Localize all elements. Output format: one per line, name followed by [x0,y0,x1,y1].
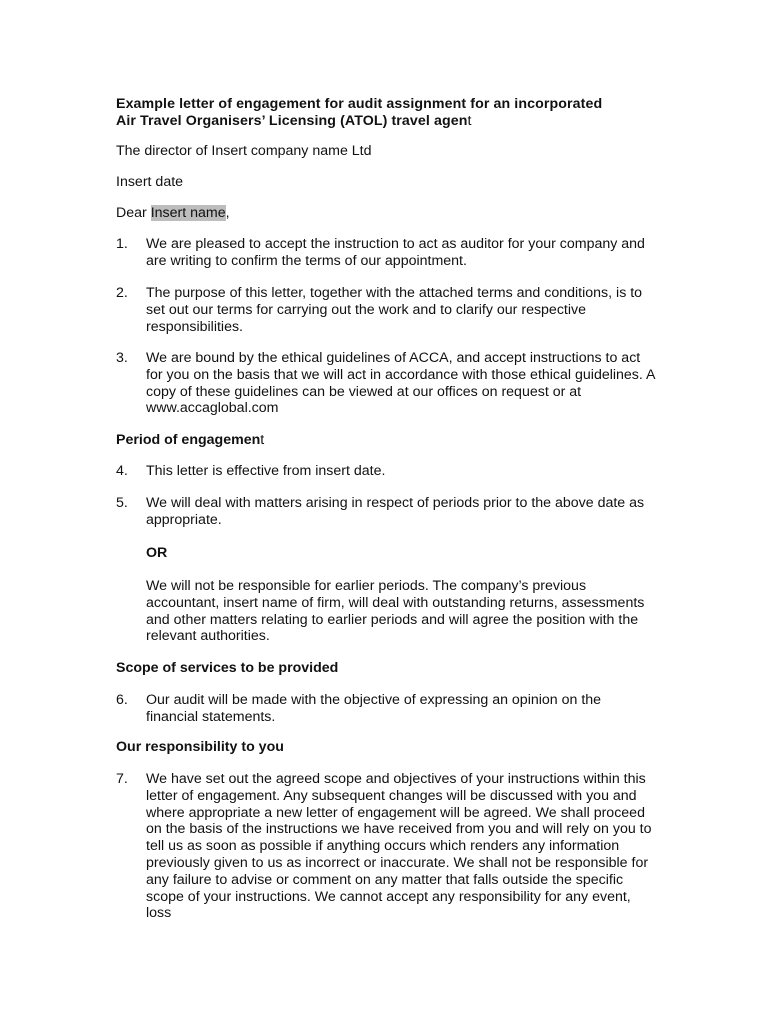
paragraph-number: 7. [116,771,128,787]
paragraph-text: We have set out the agreed scope and objectives of your instructions within this letter of engagement. Any subsequent changes will be discussed with you and where appropriate a new letter of engagement will be agreed. We shall proceed on the basis of the instructions we have received from you and will rely on you to tell us as soon as possible if anything occurs which renders any information previously given to us as incorrect or inaccurate. We shall not be responsible for any failure to advise or comment on any matter that falls outside the specific scope of your instructions. We cannot accept any responsibility for any event, loss [146,771,652,922]
paragraph-text: We will deal with matters arising in respect of periods prior to the above date as appropriate. [146,495,645,528]
salutation-suffix: , [225,205,230,221]
title-line-2 [116,113,602,130]
salutation-name-placeholder: Insert name [150,205,226,221]
paragraph-number: 1. [116,236,128,252]
paragraph-text: We are pleased to accept the instruction to act as auditor for your company and are writing to confirm the terms of our appointment. [146,236,645,269]
paragraph-number: 3. [116,350,128,366]
document-title [116,96,602,130]
heading-period-tail: t [260,432,265,448]
paragraph-6 [116,692,656,726]
salutation-prefix: Dear [116,205,151,221]
addressee: The director of Insert company name Ltd [116,143,372,159]
heading-our-responsibility: Our responsibility to you [116,739,284,755]
paragraph-text: This letter is effective from insert date. [146,463,386,479]
paragraph-1 [116,236,656,270]
paragraph-text: We are bound by the ethical guidelines of ACCA, and accept instructions to act for you on the basis that we will act in accordance with those ethical guidelines. A copy of these guidelines can be viewed at our offices on request or at www.accaglobal.com [146,350,655,417]
heading-period-bold: Period of engagemen [116,432,261,448]
salutation [116,205,230,222]
paragraph-7 [116,771,656,922]
paragraph-number: 5. [116,495,128,511]
paragraph-5 [116,495,656,529]
paragraph-4 [116,463,656,480]
paragraph-3 [116,350,656,417]
heading-period-of-engagement [116,432,264,449]
heading-scope-of-services: Scope of services to be provided [116,660,339,676]
paragraph-2 [116,285,656,335]
paragraph-number: 2. [116,285,128,301]
title-line-2-bold: Air Travel Organisers’ Licensing (ATOL) travel agen [116,112,468,129]
title-line-2-tail: t [467,112,472,129]
title-line-1: Example letter of engagement for audit assignment for an incorporated [116,96,603,112]
or-label: OR [146,545,168,561]
paragraph-text: Our audit will be made with the objective of expressing an opinion on the financial statements. [146,692,602,725]
paragraph-number: 4. [116,463,128,479]
or-alternative-text: We will not be responsible for earlier periods. The company’s previous accountant, insert name of firm, will deal with outstanding returns, assessments and other matters relating to earlier periods and will agree the position with the relevant authorities. [146,578,645,645]
paragraph-text: The purpose of this letter, together with the attached terms and conditions, is to set out our terms for carrying out the work and to clarify our respective responsibilities. [146,285,643,335]
letter-date: Insert date [116,174,184,190]
paragraph-number: 6. [116,692,128,708]
